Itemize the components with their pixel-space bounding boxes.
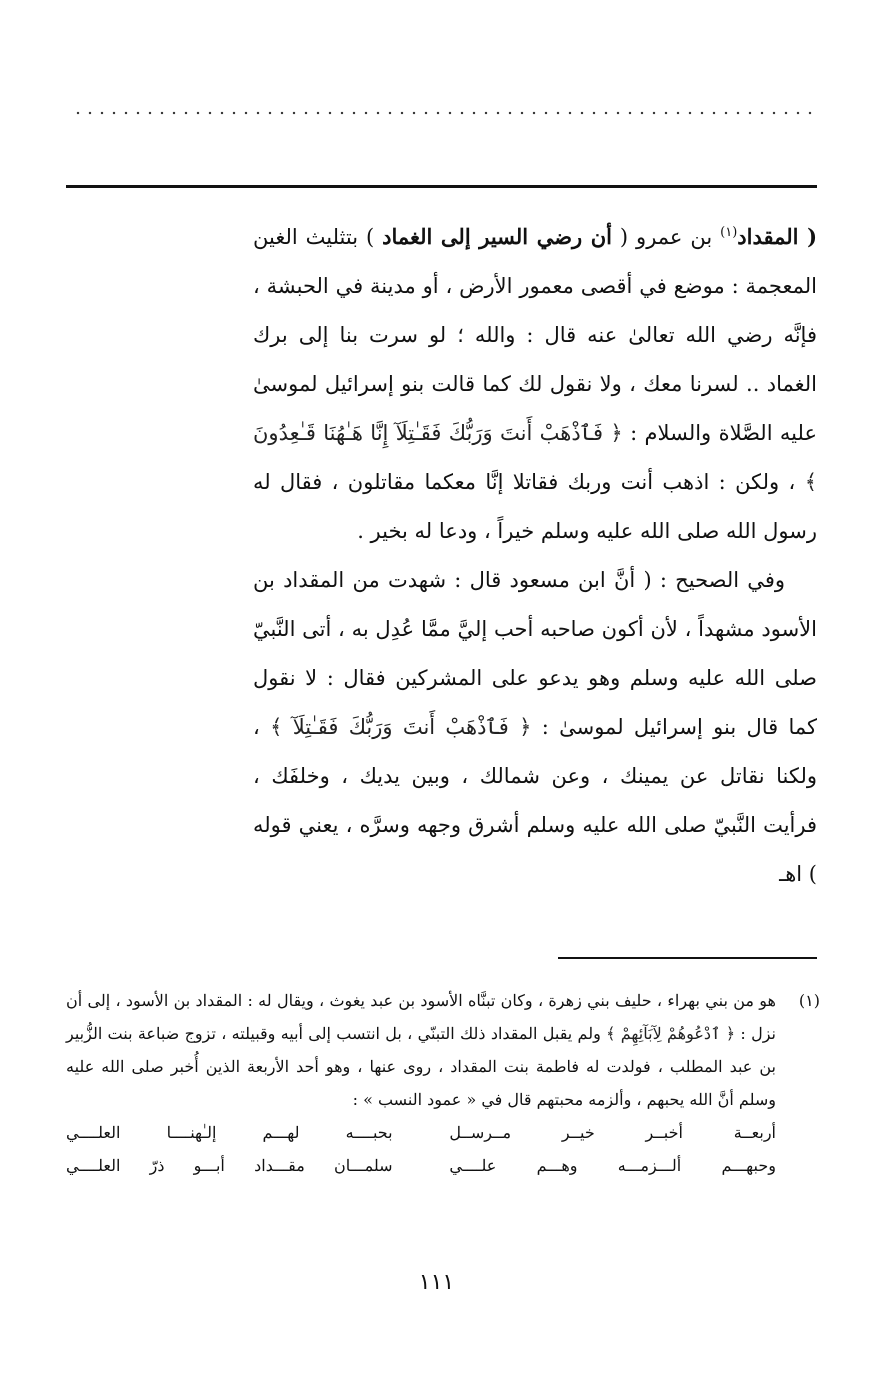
footnote-reference[interactable]: (١) <box>720 225 738 240</box>
entry-head: ( المقداد <box>737 224 818 249</box>
paragraph-1 <box>253 212 817 556</box>
poem-line-1-left: بحبــــه لهـــم إلـٰهنــــا العلــــي <box>66 1123 393 1142</box>
poem-line-2 <box>66 1149 776 1182</box>
paragraph-1-end: ، ولكن : اذهب أنت وربك فقاتلا إنَّا معكما مقاتلون ، فقال له رسول الله صلى الله عليه وسلم خيراً ، ودعا له بخير . <box>253 470 817 543</box>
quran-verse-2: ﴿ فَٱذْهَبْ أَنتَ وَرَبُّكَ فَقَـٰتِلَآ ﴾ <box>270 715 532 739</box>
entry-phrase: أن رضي السير إلى الغماد <box>382 224 612 249</box>
header-rule <box>66 185 817 188</box>
poem-line-2-left: سلمـــان مقـــداد أبـــو ذرّ العلــــي <box>66 1156 393 1175</box>
poem-line-1 <box>66 1116 776 1149</box>
footnote-text-a: هو من بني بهراء ، حليف بني زهرة ، وكان تبنَّاه الأسود بن عبد يغوث ، ويقال له : المقداد بن الأسود ، إلى أن نزل : <box>66 991 776 1043</box>
paragraph-2 <box>253 556 817 899</box>
entry-head-cont: بن عمرو ( <box>612 225 721 249</box>
paragraph-2-text: وفي الصحيح : ( أنَّ ابن مسعود قال : شهدت من المقداد بن الأسود مشهداً ، لأن أكون صاحبه أحب إليَّ ممَّا عُدِل به ، أتى النَّبيّ صلى الله عليه وسلم وهو يدعو على المشركين فقال : لا نقول كما قال بنو إسرائيل لموسىٰ : <box>253 568 818 739</box>
paragraph-2-end: ، ولكنا نقاتل عن يمينك ، وعن شمالك ، وبين يديك ، وخلفَك ، فرأيت النَّبيّ صلى الله عليه وسلم أشرق وجهه وسرَّه ، يعني قوله ) اهـ <box>253 715 817 886</box>
footnote-rule <box>558 957 817 959</box>
quran-verse-1: ﴿ فَٱذْهَبْ أَنتَ وَرَبُّكَ فَقَـٰتِلَآ إِنَّا هَـٰهُنَا قَـٰعِدُونَ ﴾ <box>253 421 817 494</box>
footnote-text <box>66 984 776 1116</box>
footnote-quran: ﴿ ٱدْعُوهُمْ لِآبَآئِهِمْ ﴾ <box>606 1024 736 1043</box>
paragraph-1-text: ) بتثليث الغين المعجمة : موضع في أقصى معمور الأرض ، أو مدينة في الحبشة ، فإنَّه رضي الله تعالىٰ عنه قال : والله ؛ لو سرت بنا إلى برك الغماد .. لسرنا معك ، ولا نقول لك كما قالت بنو إسرائيل لموسىٰ عليه الصَّلاة والسلام : <box>253 225 817 445</box>
poem-line-2-right: وحبهـــم ألـــزمـــه وهـــم علــــي <box>449 1156 776 1175</box>
dotted-header-line <box>72 110 816 116</box>
page-number: ١١١ <box>418 1270 455 1295</box>
footnote-text-b: ولم يقبل المقداد ذلك التبنّي ، بل انتسب إلى أبيه وقبيلته ، تزوج ضباعة بنت الزُّبير بن عبد المطلب ، فولدت له فاطمة بنت المقداد ، روى عنها ، وهو أحد الأربعة الذين أُخبر صلى الله عليه وسلم أنَّ الله يحبهم ، وألزمه محبتهم قال في « عمود النسب » : <box>66 1024 776 1109</box>
footnote <box>66 984 820 1182</box>
main-text <box>253 212 817 899</box>
poem-line-1-right: أربعــة أخبــر خيــر مــرســل <box>449 1123 776 1142</box>
footnote-number: (١) <box>798 991 820 1010</box>
